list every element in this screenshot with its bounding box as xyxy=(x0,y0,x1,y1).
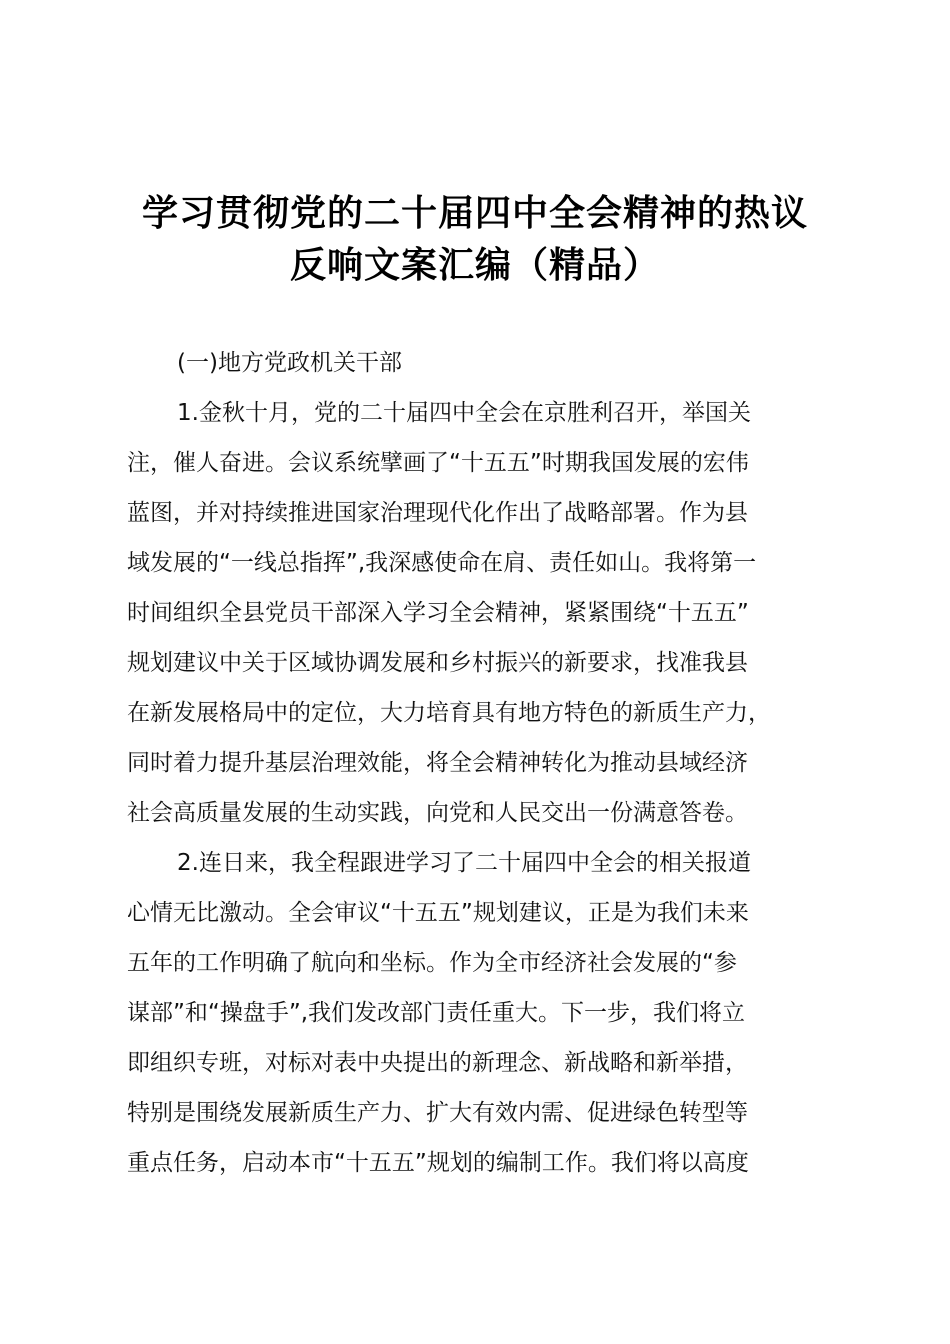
paragraph-line: 社会高质量发展的生动实践，向党和人民交出一份满意答卷。 xyxy=(127,800,748,826)
paragraph-line: 心情无比激动。全会审议“十五五”规划建议，正是为我们未来 xyxy=(127,900,749,926)
paragraph-line: 重点任务，启动本市“十五五”规划的编制工作。我们将以高度 xyxy=(127,1150,749,1176)
title-line-1: 学习贯彻党的二十届四中全会精神的热议 xyxy=(141,193,808,234)
section-heading: (一)地方党政机关干部 xyxy=(177,350,402,376)
paragraph-line: 特别是围绕发展新质生产力、扩大有效内需、促进绿色转型等 xyxy=(127,1100,748,1126)
paragraph-line: 域发展的“一线总指挥”,我深感使命在肩、责任如山。我将第一 xyxy=(127,550,757,576)
title-line-2: 反响文案汇编（精品） xyxy=(289,245,660,286)
paragraph-line: 注，催人奋进。会议系统擘画了“十五五”时期我国发展的宏伟 xyxy=(127,450,749,476)
section-heading-paragraph xyxy=(127,338,827,388)
paragraph-line: 同时着力提升基层治理效能，将全会精神转化为推动县域经济 xyxy=(127,750,748,776)
document-title xyxy=(100,188,850,292)
paragraph-line: 蓝图，并对持续推进国家治理现代化作出了战略部署。作为县 xyxy=(127,500,748,526)
paragraph-line: 2.连日来，我全程跟进学习了二十届四中全会的相关报道 xyxy=(177,850,751,876)
paragraph-line: 在新发展格局中的定位，大力培育具有地方特色的新质生产力， xyxy=(127,700,771,726)
paragraph-line: 规划建议中关于区域协调发展和乡村振兴的新要求，找准我县 xyxy=(127,650,748,676)
paragraph-line: 即组织专班，对标对表中央提出的新理念、新战略和新举措， xyxy=(127,1050,748,1076)
paragraph-line: 五年的工作明确了航向和坐标。作为全市经济社会发展的“参 xyxy=(127,950,737,976)
paragraph-line: 时间组织全县党员干部深入学习全会精神，紧紧围绕“十五五” xyxy=(127,600,749,626)
paragraph-line: 1.金秋十月，党的二十届四中全会在京胜利召开，举国关 xyxy=(177,400,751,426)
paragraph-1 xyxy=(127,388,827,838)
paragraph-line: 谋部”和“操盘手”,我们发改部门责任重大。下一步，我们将立 xyxy=(127,1000,746,1026)
paragraph-2 xyxy=(127,838,827,1188)
document-body xyxy=(127,338,827,1188)
